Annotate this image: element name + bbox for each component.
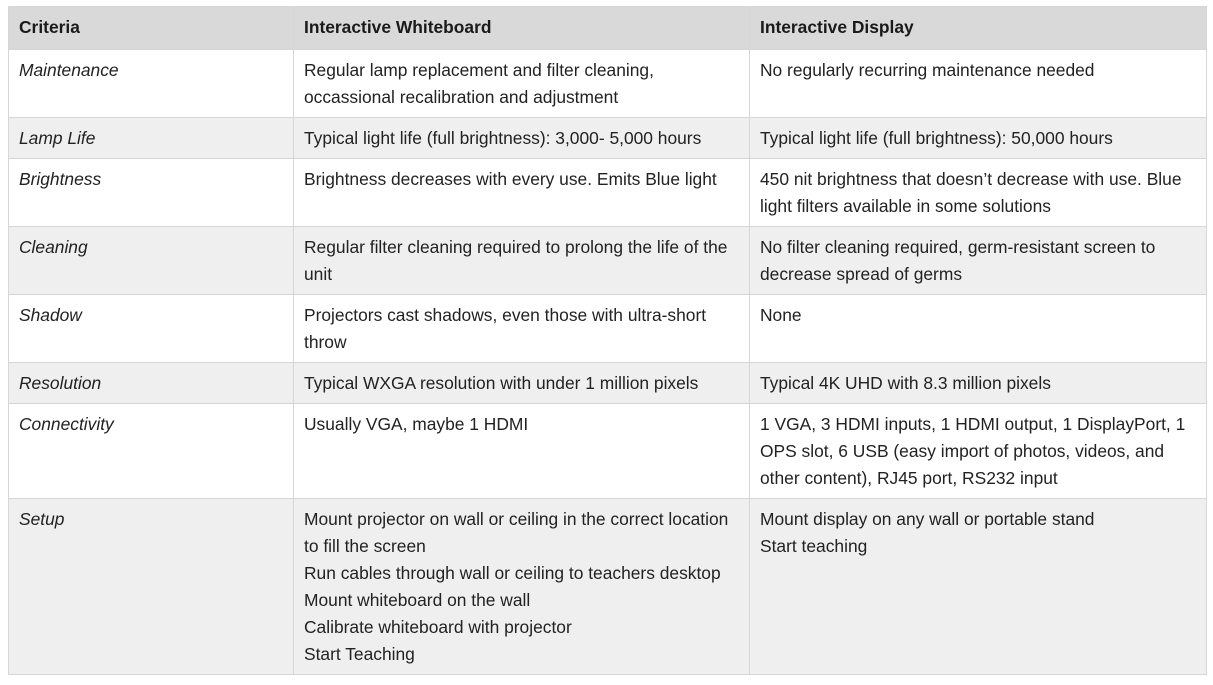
comparison-table-container — [8, 6, 1206, 675]
display-cell — [750, 159, 1207, 227]
header-interactive-whiteboard: Interactive Whiteboard — [294, 7, 750, 50]
header-row — [9, 7, 1207, 50]
table-row — [9, 159, 1207, 227]
whiteboard-cell — [294, 295, 750, 363]
whiteboard-cell-line: Start Teaching — [304, 644, 415, 664]
table-row — [9, 499, 1207, 675]
display-cell — [750, 363, 1207, 404]
table-row — [9, 295, 1207, 363]
display-cell-line: Start teaching — [760, 536, 868, 556]
display-cell-line: 450 nit brightness that doesn’t decrease with use. Blue light filters available in some solutions — [760, 169, 1182, 216]
criteria-cell: Maintenance — [9, 50, 294, 118]
criteria-cell: Shadow — [9, 295, 294, 363]
whiteboard-cell-line: Regular lamp replacement and filter cleaning, occassional recalibration and adjustment — [304, 60, 654, 107]
display-cell — [750, 499, 1207, 675]
display-cell-line: None — [760, 305, 802, 325]
whiteboard-cell-line: Run cables through wall or ceiling to teachers desktop — [304, 563, 721, 583]
display-cell-line: No filter cleaning required, germ-resistant screen to decrease spread of germs — [760, 237, 1156, 284]
whiteboard-cell-line: Projectors cast shadows, even those with ultra-short throw — [304, 305, 707, 352]
table-row — [9, 227, 1207, 295]
header-criteria: Criteria — [9, 7, 294, 50]
whiteboard-cell-line: Typical WXGA resolution with under 1 million pixels — [304, 373, 699, 393]
criteria-cell: Brightness — [9, 159, 294, 227]
display-cell — [750, 118, 1207, 159]
display-cell-line: No regularly recurring maintenance needed — [760, 60, 1095, 80]
criteria-cell: Resolution — [9, 363, 294, 404]
table-row — [9, 118, 1207, 159]
criteria-cell: Setup — [9, 499, 294, 675]
whiteboard-cell-line: Mount whiteboard on the wall — [304, 590, 531, 610]
criteria-cell: Lamp Life — [9, 118, 294, 159]
criteria-cell: Cleaning — [9, 227, 294, 295]
criteria-cell: Connectivity — [9, 404, 294, 499]
whiteboard-cell-line: Calibrate whiteboard with projector — [304, 617, 572, 637]
whiteboard-cell-line: Usually VGA, maybe 1 HDMI — [304, 414, 529, 434]
display-cell-line: Mount display on any wall or portable stand — [760, 509, 1095, 529]
whiteboard-cell — [294, 499, 750, 675]
whiteboard-cell — [294, 363, 750, 404]
table-body — [9, 50, 1207, 675]
whiteboard-cell — [294, 159, 750, 227]
display-cell — [750, 50, 1207, 118]
display-cell — [750, 227, 1207, 295]
whiteboard-cell — [294, 118, 750, 159]
whiteboard-cell — [294, 227, 750, 295]
whiteboard-cell — [294, 50, 750, 118]
whiteboard-cell-line: Regular filter cleaning required to prolong the life of the unit — [304, 237, 728, 284]
display-cell — [750, 295, 1207, 363]
table-row — [9, 404, 1207, 499]
display-cell — [750, 404, 1207, 499]
whiteboard-cell-line: Brightness decreases with every use. Emits Blue light — [304, 169, 717, 189]
whiteboard-cell-line: Typical light life (full brightness): 3,000- 5,000 hours — [304, 128, 702, 148]
display-cell-line: 1 VGA, 3 HDMI inputs, 1 HDMI output, 1 DisplayPort, 1 OPS slot, 6 USB (easy import of photos, videos, and other content), RJ45 port, RS232 input — [760, 414, 1186, 488]
table-row — [9, 363, 1207, 404]
display-cell-line: Typical light life (full brightness): 50,000 hours — [760, 128, 1113, 148]
whiteboard-cell — [294, 404, 750, 499]
table-row — [9, 50, 1207, 118]
display-cell-line: Typical 4K UHD with 8.3 million pixels — [760, 373, 1051, 393]
header-interactive-display: Interactive Display — [750, 7, 1207, 50]
whiteboard-cell-line: Mount projector on wall or ceiling in the correct location to fill the screen — [304, 509, 729, 556]
comparison-table — [8, 6, 1207, 675]
